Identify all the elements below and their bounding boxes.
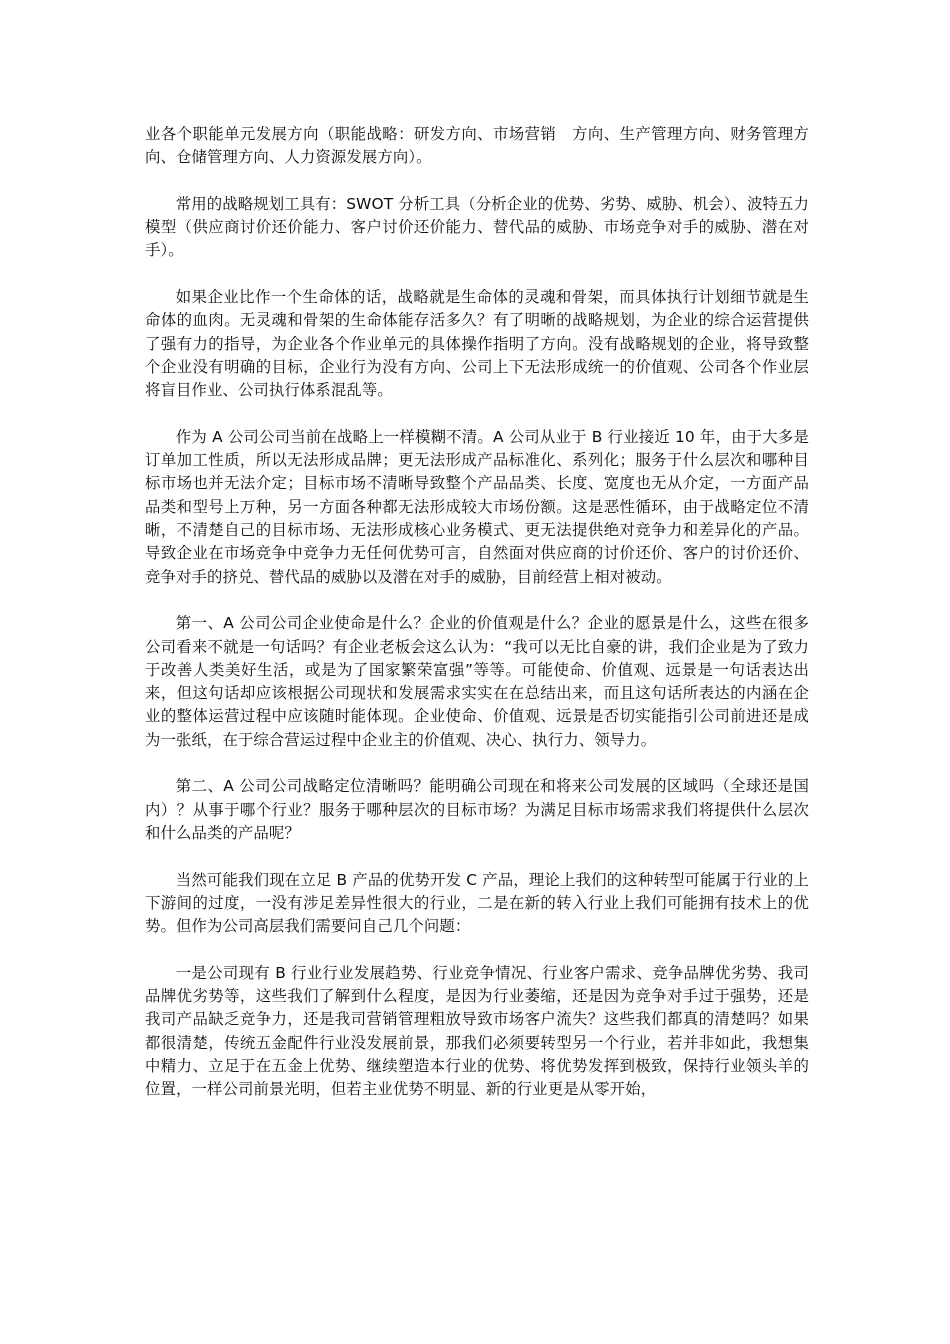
paragraph-strategy-metaphor: 如果企业比作一个生命体的话，战略就是生命体的灵魂和骨架，而具体执行计划细节就是生命体的血肉。无灵魂和骨架的生命体能存活多久？有了明晰的战略规划，为企业的综合运营提供了强有力的指导，为企业各个作业单元的具体操作指明了方向。没有战略规划的企业，将导致整个企业没有明确的目标，企业行为没有方向、公司上下无法形成统一的价值观、公司各个作业层将盲目作业、公司执行体系混乱等。 xyxy=(145,288,809,400)
paragraph-functional-strategy: 业各个职能单元发展方向（职能战略：研发方向、市场营销 方向、生产管理方向、财务管理方向、仓储管理方向、人力资源发展方向）。 xyxy=(145,125,809,167)
paragraph-question-two-positioning: 第二、A 公司公司战略定位清晰吗？能明确公司现在和将来公司发展的区域吗（全球还是国内）？从事于哪个行业？服务于哪种层次的目标市场？为满足目标市场需求我们将提供什么层次和什么品类的产品呢？ xyxy=(145,777,809,842)
paragraph-company-a-situation: 作为 A 公司公司当前在战略上一样模糊不清。A 公司从业于 B 行业接近 10 年，由于大多是订单加工性质，所以无法形成品牌；更无法形成产品标准化、系列化；服务于什么层次和哪种目标市场也并无法介定；目标市场不清晰导致整个产品品类、长度、宽度也无从介定，一方面产品品类和型号上万种，另一方面各种都无法形成较大市场份额。这是恶性循环，由于战略定位不清晰，不清楚自己的目标市场、无法形成核心业务模式、更无法提供绝对竞争力和差异化的产品。导致企业在市场竞争中竞争力无任何优势可言，自然面对供应商的讨价还价、客户的讨价还价、竞争对手的挤兑、替代品的威胁以及潜在对手的威胁，目前经营上相对被动。 xyxy=(145,427,809,586)
paragraph-question-one-mission: 第一、A 公司公司企业使命是什么？企业的价值观是什么？企业的愿景是什么，这些在很多公司看来不就是一句话吗？有企业老板会这么认为：“我可以无比自豪的讲，我们企业是为了致力于改善人类美好生活，或是为了国家繁荣富强”等等。可能使命、价值观、远景是一句话表达出来，但这句话却应该根据公司现状和发展需求实实在在总结出来，而且这句话所表达的内涵在企业的整体运营过程中应该随时能体现。企业使命、价值观、远景是否切实能指引公司前进还是成为一张纸，在于综合营运过程中企业主的价值观、决心、执行力、领导力。 xyxy=(145,614,809,749)
paragraph-planning-tools: 常用的战略规划工具有：SWOT 分析工具（分析企业的优势、劣势、威胁、机会）、波特五力模型（供应商讨价还价能力、客户讨价还价能力、替代品的威胁、市场竞争对手的威胁、潜在对手）。 xyxy=(145,194,809,260)
paragraph-industry-analysis: 一是公司现有 B 行业行业发展趋势、行业竞争情况、行业客户需求、竞争品牌优劣势、我司品牌优劣势等，这些我们了解到什么程度，是因为行业萎缩，还是因为竞争对手过于强势，还是我司产品缺乏竞争力，还是我司营销管理粗放导致市场客户流失？这些我们都真的清楚吗？如果都很清楚，传统五金配件行业没发展前景，那我们必须要转型另一个行业，若并非如此，我想集中精力、立足于在五金上优势、继续塑造本行业的优势、将优势发挥到极致，保持行业领头羊的位置，一样公司前景光明，但若主业优势不明显、新的行业更是从零开始， xyxy=(145,963,809,1099)
paragraph-transition-b-to-c: 当然可能我们现在立足 B 产品的优势开发 C 产品，理论上我们的这种转型可能属于行业的上下游间的过度，一没有涉足差异性很大的行业，二是在新的转入行业上我们可能拥有技术上的优势。但作为公司高层我们需要问自己几个问题： xyxy=(145,870,809,936)
document-page xyxy=(145,123,809,1125)
